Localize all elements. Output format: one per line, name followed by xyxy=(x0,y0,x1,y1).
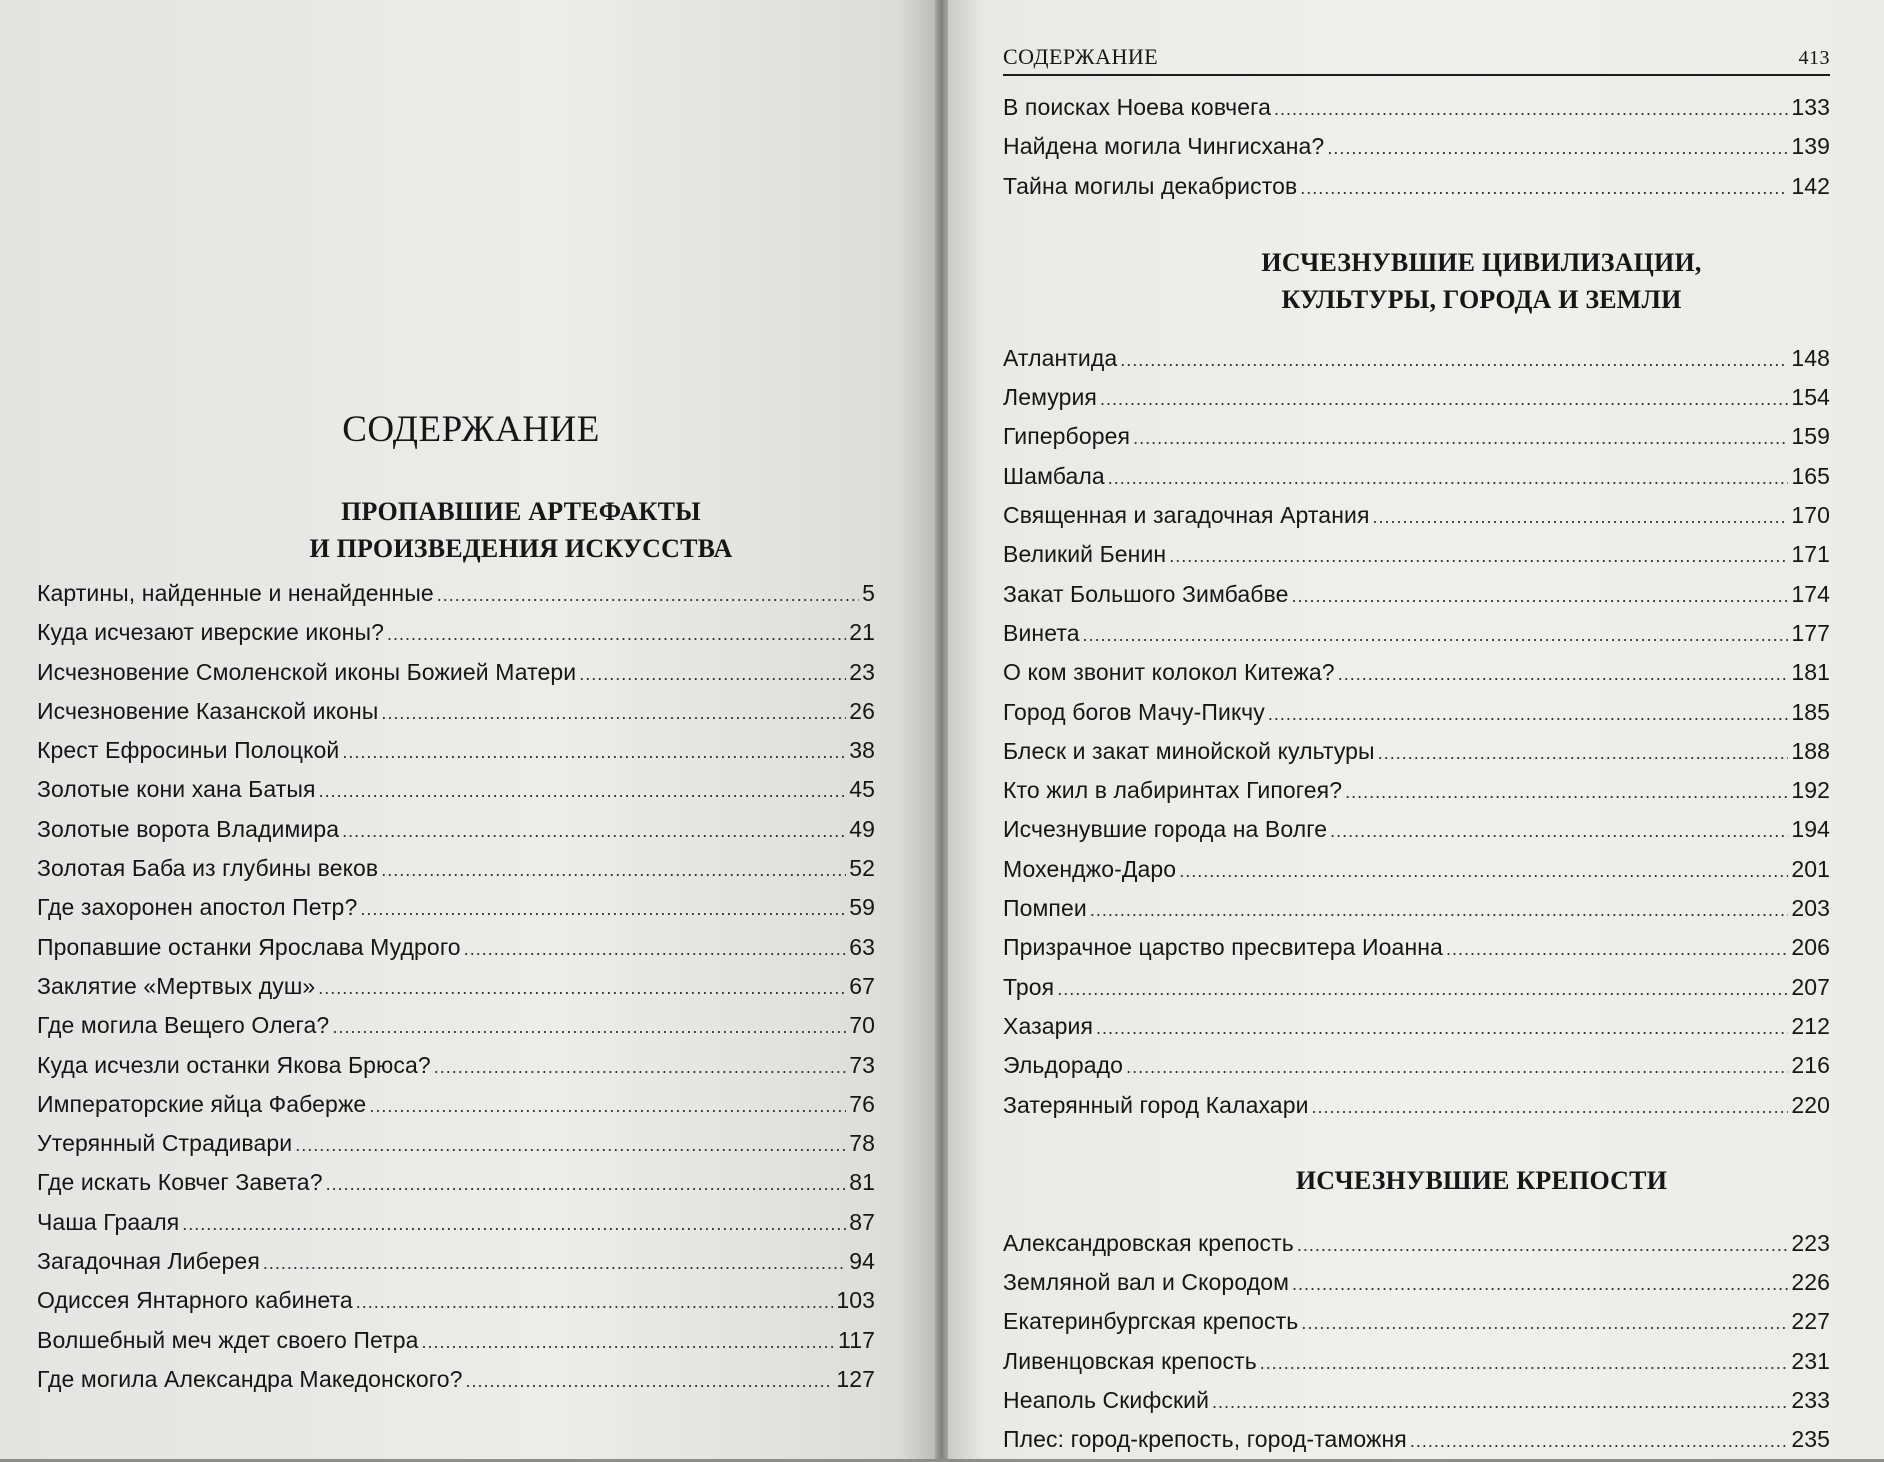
toc-entry-page: 103 xyxy=(836,1287,875,1314)
toc-entry xyxy=(1003,653,1830,692)
toc-entry-page: 76 xyxy=(849,1090,875,1117)
dot-leader xyxy=(1260,1344,1789,1383)
toc-entry xyxy=(37,1242,875,1281)
toc-entry-page: 49 xyxy=(849,815,875,842)
toc-entry-title: Крест Ефросиньи Полоцкой xyxy=(37,737,340,764)
dot-leader xyxy=(1338,655,1789,694)
toc-entry-title: Хазария xyxy=(1003,1012,1094,1039)
toc-list-civilizations xyxy=(1003,339,1830,1125)
toc-entry-page: 67 xyxy=(849,972,875,999)
toc-entry xyxy=(37,1085,875,1124)
toc-entry-title: Затерянный город Калахари xyxy=(1003,1091,1309,1118)
toc-entry-page: 139 xyxy=(1791,133,1830,160)
toc-entry-page: 5 xyxy=(862,580,875,606)
toc-entry-title: Мохенджо-Даро xyxy=(1003,855,1177,882)
toc-entry-page: 201 xyxy=(1791,855,1830,882)
toc-entry-page: 73 xyxy=(849,1051,875,1078)
toc-entry xyxy=(37,1281,875,1320)
toc-entry xyxy=(1003,810,1830,849)
dot-leader xyxy=(356,1283,834,1322)
dot-leader xyxy=(1133,419,1788,458)
toc-entry xyxy=(1003,339,1830,378)
toc-entry-page: 233 xyxy=(1791,1387,1830,1414)
toc-entry-title: Атлантида xyxy=(1003,344,1118,371)
toc-entry xyxy=(1003,1263,1830,1302)
dot-leader xyxy=(182,1205,846,1244)
dot-leader xyxy=(342,812,846,851)
toc-entry xyxy=(1003,771,1830,810)
toc-entry xyxy=(37,888,875,927)
toc-entry xyxy=(1003,732,1830,771)
section-heading-fortresses xyxy=(1003,1162,1830,1199)
toc-entry-page: 216 xyxy=(1791,1052,1830,1079)
toc-entry-page: 52 xyxy=(849,855,875,882)
toc-entry-title: Заклятие «Мертвых душ» xyxy=(37,972,316,999)
toc-entry xyxy=(1003,575,1830,614)
toc-entry xyxy=(37,810,875,849)
toc-entry-page: 127 xyxy=(836,1365,875,1392)
dot-leader xyxy=(342,733,846,772)
dot-leader xyxy=(1096,1009,1788,1048)
toc-entry-title: Ливенцовская крепость xyxy=(1003,1347,1257,1374)
toc-entry xyxy=(37,574,875,613)
toc-entry-title: Где могила Александра Македонского? xyxy=(37,1365,463,1392)
toc-entry-page: 192 xyxy=(1791,777,1830,804)
toc-entry-title: В поисках Ноева ковчега xyxy=(1003,94,1271,120)
toc-entry xyxy=(1003,378,1830,417)
toc-entry-page: 227 xyxy=(1791,1308,1830,1335)
dot-leader xyxy=(434,1048,846,1087)
toc-entry xyxy=(37,967,875,1006)
toc-entry-title: Картины, найденные и ненайденные xyxy=(37,580,434,606)
dot-leader xyxy=(1301,1304,1788,1343)
toc-entry xyxy=(1003,417,1830,456)
dot-leader xyxy=(1327,129,1788,168)
toc-entry xyxy=(37,770,875,809)
toc-entry-title: Золотая Баба из глубины веков xyxy=(37,855,379,882)
running-head-title: СОДЕРЖАНИЕ xyxy=(1003,44,1159,69)
toc-entry xyxy=(1003,88,1830,127)
toc-list-fortresses xyxy=(1003,1224,1830,1460)
book-gutter xyxy=(935,0,948,1459)
dot-leader xyxy=(1120,341,1788,380)
toc-entry-page: 148 xyxy=(1791,344,1830,371)
toc-entry-page: 181 xyxy=(1791,659,1830,686)
section-heading-civilizations xyxy=(1003,244,1830,318)
section-heading-line: ИСЧЕЗНУВШИЕ ЦИВИЛИЗАЦИИ, xyxy=(1261,247,1702,277)
dot-leader xyxy=(466,1362,834,1401)
toc-entry-title: Где искать Ковчег Завета? xyxy=(37,1169,323,1196)
toc-list-top xyxy=(1003,88,1830,206)
toc-entry-page: 59 xyxy=(849,894,875,921)
dot-leader xyxy=(1292,577,1789,616)
toc-entry-page: 226 xyxy=(1791,1269,1830,1296)
toc-entry xyxy=(37,731,875,770)
dot-leader xyxy=(332,1008,846,1047)
toc-entry-page: 170 xyxy=(1791,502,1830,529)
toc-entry-title: Гиперборея xyxy=(1003,423,1131,450)
toc-entry-title: Эльдорадо xyxy=(1003,1052,1124,1079)
toc-entry-title: Загадочная Либерея xyxy=(37,1248,260,1275)
toc-entry-page: 70 xyxy=(849,1012,875,1039)
toc-entry-page: 23 xyxy=(849,658,875,685)
toc-entry xyxy=(37,653,875,692)
toc-entry xyxy=(1003,1086,1830,1125)
toc-entry-title: Куда исчезают иверские иконы? xyxy=(37,619,384,646)
toc-entry xyxy=(1003,1046,1830,1085)
toc-entry-title: Александровская крепость xyxy=(1003,1229,1294,1256)
toc-entry-title: Найдена могила Чингисхана? xyxy=(1003,133,1325,160)
left-page xyxy=(0,0,935,1459)
toc-entry-title: Одиссея Янтарного кабинета xyxy=(37,1287,353,1314)
toc-entry-title: Золотые ворота Владимира xyxy=(37,815,340,842)
dot-leader xyxy=(1100,380,1788,419)
toc-entry-title: Неаполь Скифский xyxy=(1003,1387,1210,1414)
toc-entry-title: Помпеи xyxy=(1003,895,1087,922)
toc-entry-page: 165 xyxy=(1791,462,1830,489)
toc-entry xyxy=(1003,968,1830,1007)
dot-leader xyxy=(1108,459,1789,498)
toc-list-artifacts xyxy=(37,574,875,1399)
toc-entry xyxy=(1003,1381,1830,1420)
toc-entry-title: Где захоронен апостол Петр? xyxy=(37,894,358,921)
page-number: 413 xyxy=(1798,47,1830,69)
dot-leader xyxy=(1446,930,1788,969)
toc-entry xyxy=(1003,1302,1830,1341)
dot-leader xyxy=(318,969,846,1008)
section-heading-line: КУЛЬТУРЫ, ГОРОДА И ЗЕМЛИ xyxy=(1281,284,1682,314)
toc-entry-page: 78 xyxy=(849,1130,875,1157)
toc-entry-page: 194 xyxy=(1791,816,1830,843)
toc-entry xyxy=(37,1124,875,1163)
toc-entry-page: 94 xyxy=(849,1248,875,1275)
toc-entry-page: 117 xyxy=(838,1326,875,1353)
toc-entry xyxy=(37,1163,875,1202)
dot-leader xyxy=(1330,812,1788,851)
dot-leader xyxy=(326,1165,847,1204)
dot-leader xyxy=(1274,90,1788,129)
dot-leader xyxy=(579,655,846,694)
toc-entry-page: 26 xyxy=(849,697,875,724)
toc-entry-title: Где могила Вещего Олега? xyxy=(37,1012,330,1039)
running-head xyxy=(1003,44,1830,76)
dot-leader xyxy=(1292,1265,1788,1304)
toc-entry-title: Пропавшие останки Ярослава Мудрого xyxy=(37,933,461,960)
section-heading-artifacts xyxy=(37,493,875,567)
dot-leader xyxy=(1090,891,1788,930)
toc-entry-title: Исчезновение Казанской иконы xyxy=(37,697,379,724)
dot-leader xyxy=(1057,970,1788,1009)
toc-entry xyxy=(37,1046,875,1085)
toc-entry xyxy=(37,1203,875,1242)
toc-entry-page: 154 xyxy=(1791,384,1830,411)
toc-entry-page: 45 xyxy=(849,776,875,803)
dot-leader xyxy=(360,890,846,929)
toc-entry-title: Исчезнувшие города на Волге xyxy=(1003,816,1328,843)
dot-leader xyxy=(387,615,846,654)
toc-entry-title: Призрачное царство пресвитера Иоанна xyxy=(1003,934,1443,961)
toc-entry-title: Кто жил в лабиринтах Гипогея? xyxy=(1003,777,1343,804)
section-heading-line: И ПРОИЗВЕДЕНИЯ ИСКУССТВА xyxy=(309,534,733,563)
dot-leader xyxy=(369,1087,846,1126)
toc-entry-title: Великий Бенин xyxy=(1003,541,1167,568)
toc-entry xyxy=(1003,1342,1830,1381)
toc-entry-page: 207 xyxy=(1791,973,1830,1000)
toc-entry xyxy=(1003,496,1830,535)
dot-leader xyxy=(1126,1048,1788,1087)
dot-leader xyxy=(1212,1383,1788,1422)
toc-entry xyxy=(1003,127,1830,166)
dot-leader xyxy=(381,851,846,890)
toc-entry-title: Куда исчезли останки Якова Брюса? xyxy=(37,1051,431,1078)
toc-entry-page: 212 xyxy=(1791,1012,1830,1039)
toc-entry-title: Екатеринбургская крепость xyxy=(1003,1308,1299,1335)
toc-entry xyxy=(1003,535,1830,574)
toc-entry-title: Утерянный Страдивари xyxy=(37,1130,293,1157)
toc-entry-page: 220 xyxy=(1791,1091,1830,1118)
dot-leader xyxy=(1345,773,1788,812)
toc-entry-page: 38 xyxy=(849,737,875,764)
toc-entry-page: 159 xyxy=(1791,423,1830,450)
dot-leader xyxy=(1083,616,1789,655)
toc-entry-title: Троя xyxy=(1003,973,1055,1000)
toc-entry xyxy=(1003,167,1830,206)
toc-entry xyxy=(1003,1224,1830,1263)
dot-leader xyxy=(319,772,847,811)
toc-entry-page: 174 xyxy=(1791,580,1830,607)
section-heading-line: ИСЧЕЗНУВШИЕ КРЕПОСТИ xyxy=(1295,1165,1668,1195)
toc-entry xyxy=(1003,457,1830,496)
toc-entry-page: 203 xyxy=(1791,895,1830,922)
page-title: СОДЕРЖАНИЕ xyxy=(342,409,600,450)
toc-entry xyxy=(1003,693,1830,732)
toc-entry-page: 188 xyxy=(1791,737,1830,764)
toc-entry-title: Земляной вал и Скородом xyxy=(1003,1269,1290,1296)
right-page xyxy=(948,0,1884,1459)
toc-entry xyxy=(37,1360,875,1399)
toc-entry-page: 185 xyxy=(1791,698,1830,725)
toc-entry-page: 223 xyxy=(1791,1229,1830,1256)
toc-entry-title: Священная и загадочная Артания xyxy=(1003,502,1370,529)
dot-leader xyxy=(1169,537,1788,576)
toc-entry xyxy=(1003,1007,1830,1046)
toc-entry xyxy=(37,1321,875,1360)
toc-entry-title: Плес: город-крепость, город-таможня xyxy=(1003,1426,1407,1453)
toc-entry-page: 87 xyxy=(849,1208,875,1235)
dot-leader xyxy=(1410,1422,1788,1461)
toc-entry-title: Город богов Мачу-Пикчу xyxy=(1003,698,1265,725)
toc-entry-page: 21 xyxy=(849,619,875,646)
toc-entry-page: 171 xyxy=(1791,541,1830,568)
toc-entry-page: 235 xyxy=(1791,1426,1830,1453)
toc-entry-page: 81 xyxy=(849,1169,875,1196)
toc-entry-title: Волшебный меч ждет своего Петра xyxy=(37,1326,419,1353)
toc-entry-title: О ком звонит колокол Китежа? xyxy=(1003,659,1335,686)
toc-entry-page: 63 xyxy=(849,933,875,960)
toc-entry-title: Винета xyxy=(1003,619,1080,646)
toc-entry xyxy=(37,692,875,731)
toc-entry-title: Императорские яйца Фаберже xyxy=(37,1090,367,1117)
toc-entry xyxy=(1003,850,1830,889)
toc-entry xyxy=(37,849,875,888)
toc-entry xyxy=(37,1006,875,1045)
toc-entry-title: Золотые кони хана Батыя xyxy=(37,776,316,803)
toc-entry xyxy=(1003,1420,1830,1459)
toc-entry xyxy=(37,928,875,967)
dot-leader xyxy=(1297,1226,1788,1265)
section-heading-line: ПРОПАВШИЕ АРТЕФАКТЫ xyxy=(341,497,701,526)
toc-entry-page: 177 xyxy=(1791,619,1830,646)
toc-entry-title: Шамбала xyxy=(1003,462,1105,489)
dot-leader xyxy=(1179,852,1788,891)
toc-entry xyxy=(1003,928,1830,967)
toc-entry-title: Исчезновение Смоленской иконы Божией Матери xyxy=(37,658,577,685)
toc-entry-page: 231 xyxy=(1791,1347,1830,1374)
dot-leader xyxy=(381,694,846,733)
dot-leader xyxy=(1312,1088,1789,1127)
toc-entry-page: 142 xyxy=(1791,172,1830,199)
toc-entry-title: Лемурия xyxy=(1003,384,1097,411)
dot-leader xyxy=(295,1126,846,1165)
dot-leader xyxy=(437,576,859,615)
toc-entry-title: Блеск и закат минойской культуры xyxy=(1003,737,1375,764)
toc-entry-page: 206 xyxy=(1791,934,1830,961)
toc-entry xyxy=(1003,889,1830,928)
dot-leader xyxy=(263,1244,846,1283)
toc-entry-title: Чаша Грааля xyxy=(37,1208,180,1235)
dot-leader xyxy=(1373,498,1789,537)
dot-leader xyxy=(1300,169,1788,208)
toc-entry xyxy=(37,613,875,652)
toc-entry xyxy=(1003,614,1830,653)
dot-leader xyxy=(1268,695,1788,734)
toc-entry-title: Закат Большого Зимбабве xyxy=(1003,580,1289,607)
dot-leader xyxy=(1378,734,1789,773)
toc-entry-title: Тайна могилы декабристов xyxy=(1003,172,1298,199)
dot-leader xyxy=(464,930,847,969)
toc-entry-page: 133 xyxy=(1791,94,1830,120)
dot-leader xyxy=(422,1323,835,1362)
